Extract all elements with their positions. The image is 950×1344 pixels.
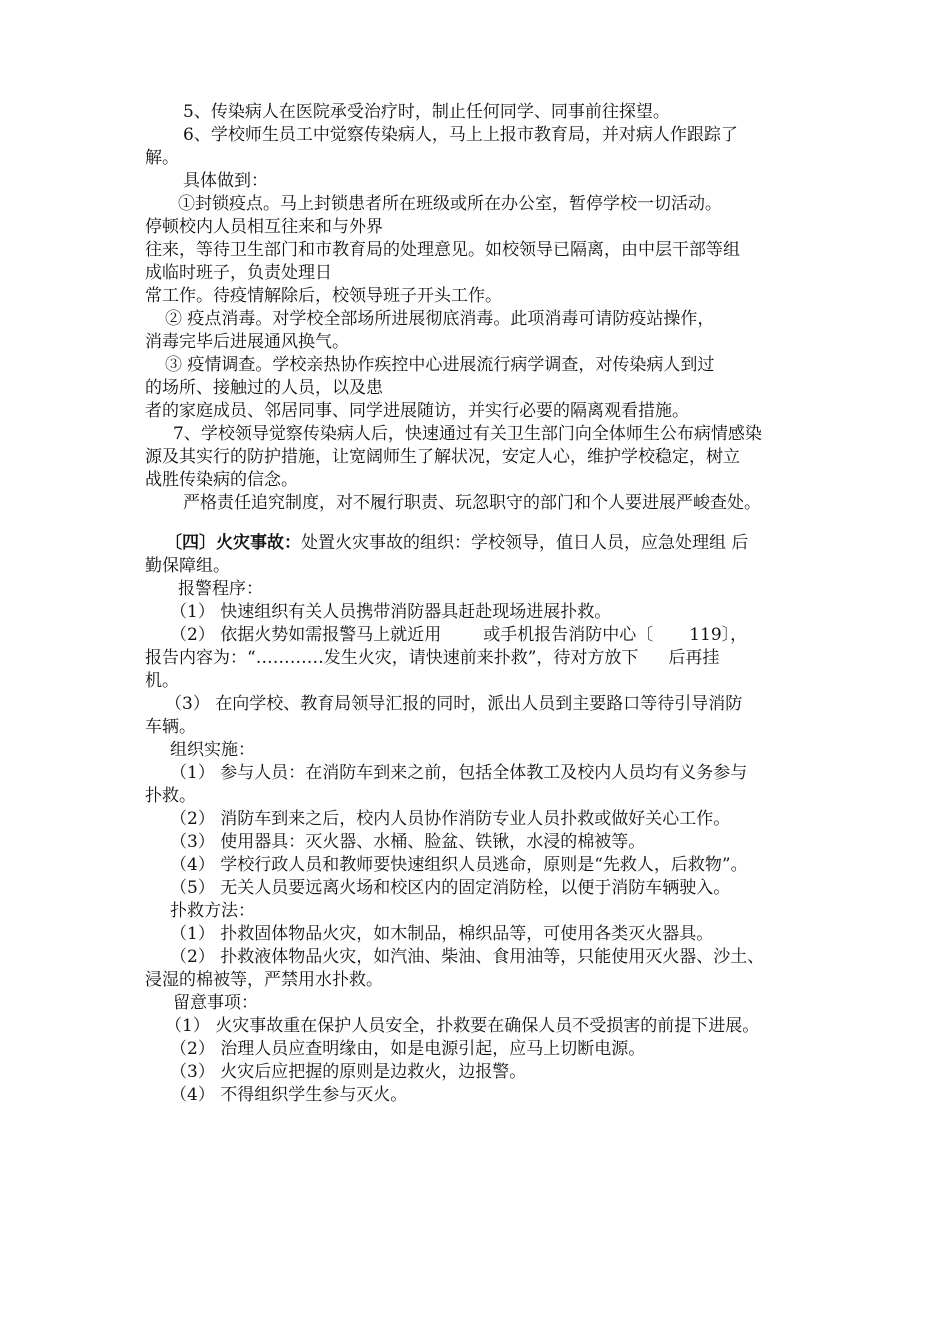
subheading-line: 组织实施：	[170, 740, 255, 760]
list-item-text: 或手机报告消防中心〔	[483, 625, 654, 645]
list-item: （4） 不得组织学生参与灭火。	[170, 1085, 408, 1105]
paragraph-line: 7、学校领导觉察传染病人后，快速通过有关卫生部门向全体师生公布病情感染	[173, 424, 762, 444]
section-heading: 〔四〕火灾事故：	[165, 533, 301, 553]
paragraph-line	[145, 647, 719, 670]
list-item: （5） 无关人员要远离火场和校区内的固定消防栓，以便于消防车辆驶入。	[170, 878, 731, 898]
list-item: （3） 火灾后应把握的原则是边救火，边报警。	[170, 1062, 527, 1082]
paragraph-line: 严格责任追究制度，对不履行职责、玩忽职守的部门和个人要进展严峻查处。	[183, 493, 761, 513]
list-item: （2） 扑救液体物品火灾，如汽油、柴油、食用油等，只能使用灭火器、沙土、	[170, 947, 765, 967]
list-item: （1） 扑救固体物品火灾，如木制品，棉织品等，可使用各类灭火器具。	[170, 924, 714, 944]
list-item: （2） 治理人员应查明缘由，如是电源引起，应马上切断电源。	[170, 1039, 646, 1059]
paragraph-line: ② 疫点消毒。对学校全部场所进展彻底消毒。此项消毒可请防疫站操作，	[165, 309, 715, 329]
paragraph-line: 勤保障组。	[145, 556, 230, 576]
paragraph-line: ①封锁疫点。马上封锁患者所在班级或所在办公室，暂停学校一切活动。	[178, 194, 722, 214]
paragraph-line: 解。	[145, 148, 179, 168]
subheading-line: 扑救方法：	[170, 901, 255, 921]
list-item-text: （2） 依据火势如需报警马上就近用	[170, 625, 442, 645]
paragraph-line: 战胜传染病的信念。	[145, 470, 298, 490]
list-item: （1） 快速组织有关人员携带消防器具赶赴现场进展扑救。	[170, 602, 612, 622]
list-item: （1） 火灾事故重在保护人员安全，扑救要在确保人员不受损害的前提下进展。	[165, 1016, 760, 1036]
paragraph-line: 扑救。	[145, 786, 196, 806]
list-item: （4） 学校行政人员和教师要快速组织人员逃命，原则是“先救人，后救物”。	[170, 855, 748, 875]
paragraph-line: ③ 疫情调查。学校亲热协作疾控中心进展流行病学调查，对传染病人到过	[165, 355, 715, 375]
paragraph-text: 后再挂	[668, 648, 720, 668]
paragraph-line: 5、传染病人在医院承受治疗时，制止任何同学、同事前往探望。	[183, 102, 670, 122]
paragraph-text: 报告内容为：“…………发生火灾，请快速前来扑救”，待对方放下	[145, 648, 639, 668]
paragraph-line: 浸湿的棉被等，严禁用水扑救。	[145, 970, 383, 990]
paragraph-line: 停顿校内人员相互往来和与外界	[145, 217, 383, 237]
paragraph-line: 源及其实行的防护措施，让宽阔师生了解状况，安定人心，维护学校稳定，树立	[145, 447, 740, 467]
paragraph-line: 常工作。待疫情解除后，校领导班子开头工作。	[145, 286, 502, 306]
paragraph-text: 处置火灾事故的组织：学校领导，值日人员，应急处理组 后	[301, 533, 749, 553]
list-item: （3） 在向学校、教育局领导汇报的同时，派出人员到主要路口等待引导消防	[165, 694, 743, 714]
paragraph-line: 成临时班子，负责处理日	[145, 263, 332, 283]
paragraph-line: 者的家庭成员、邻居同事、同学进展随访，并实行必要的隔离观看措施。	[145, 401, 689, 421]
section-heading-line	[165, 532, 748, 555]
phone-number: 119〕，	[689, 625, 748, 645]
list-item: （3） 使用器具：灭火器、水桶、脸盆、铁锹，水浸的棉被等。	[170, 832, 646, 852]
subheading-line: 报警程序：	[178, 579, 263, 599]
subheading-line: 留意事项：	[173, 993, 258, 1013]
list-item: （2） 消防车到来之后，校内人员协作消防专业人员扑救或做好关心工作。	[170, 809, 731, 829]
paragraph-line: 车辆。	[145, 717, 196, 737]
list-item: （1） 参与人员：在消防车到来之前，包括全体教工及校内人员均有义务参与	[170, 763, 748, 783]
paragraph-line: 消毒完毕后进展通风换气。	[145, 332, 349, 352]
paragraph-line: 6、学校师生员工中觉察传染病人，马上上报市教育局，并对病人作跟踪了	[183, 125, 738, 145]
paragraph-line: 机。	[145, 671, 179, 691]
paragraph-line: 具体做到：	[183, 171, 268, 191]
list-item	[170, 624, 747, 647]
paragraph-line: 的场所、接触过的人员，以及患	[145, 378, 383, 398]
paragraph-line: 往来，等待卫生部门和市教育局的处理意见。如校领导已隔离，由中层干部等组	[145, 240, 740, 260]
